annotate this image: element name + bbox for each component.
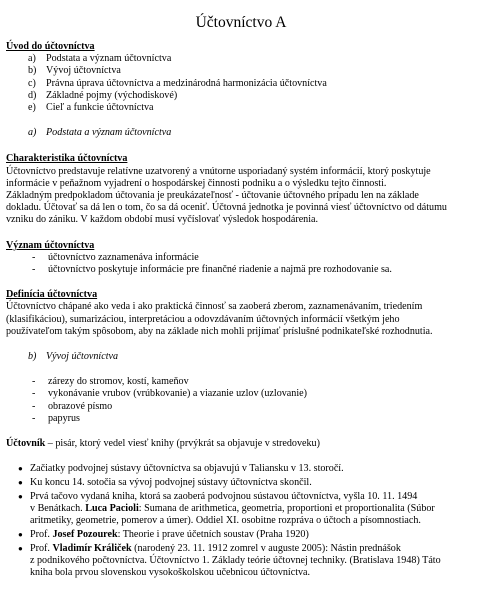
list-item: e) Cieľ a funkcie účtovníctva [28, 102, 154, 114]
list-item: b) Vývoj účtovníctva [28, 65, 121, 77]
list-item: - vykonávanie vrubov (vrúbkovanie) a viazanie uzlov (uzlovanie) [32, 388, 307, 400]
bullet-icon: ● [18, 491, 23, 501]
intro-list [6, 53, 476, 114]
author-name: Luca Pacioli [85, 503, 139, 515]
accountant-definition: Účtovník – pisár, ktorý vedel viesť knihy (prvýkrát sa objavuje v stredoveku) [6, 438, 320, 450]
intro-heading: Úvod do účtovníctva [6, 41, 95, 52]
bullet-icon: ● [18, 543, 23, 553]
definition-heading: Definícia účtovníctva [6, 289, 98, 301]
accountant-term: Účtovník [6, 438, 46, 450]
definition-text: Účtovníctvo chápané ako veda i ako praktická činnosť sa zaoberá zberom, zaznamenávaním, triedením (klasifikáciou), sumarizáciou, interpretáciou a odovzdávaním účtovných informácií všetkým jeho používateľom takým spôsobom, aby na základe nich mohli prijímať príslušné podnikateľské rozhodnutia. [6, 301, 433, 337]
list-item: ● Prvá tačovo vydaná kniha, ktorá sa zaoberá podvojnou sústavou účtovníctva, vyšla 10. 11. 1494 v Benátkach. Luca Pacioli: Sumana de arithmetica, geometria, proportioni et proportionalita (Súbor aritmetiky, geometrie, pomerov a úmer). Oddiel XI. osobitne rozpráva o účtoch a písomnostiach. [18, 490, 435, 527]
significance-list [6, 252, 476, 276]
bullet-icon: ● [18, 530, 23, 540]
list-item: - papyrus [32, 412, 80, 424]
list-item: ● Prof. Josef Pozourek: Theorie i prave účetních soustav (Praha 1920) [18, 529, 309, 541]
list-item: - zárezy do stromov, kostí, kameňov [32, 376, 189, 388]
list-item: - účtovníctvo zaznamenáva informácie [32, 251, 199, 263]
bullet-icon: ● [18, 478, 23, 488]
subsection-b-heading: b) Vývoj účtovníctva [28, 351, 119, 363]
characteristic-text: Účtovníctvo predstavuje relatívne uzatvorený a vnútorne usporiadaný systém informácií, ktorý poskytuje informácie v peňažnom vyjadrení o hospodárskej činnosti podniku a o výsledku tejto činnosti. Základným predpokladom účtovania je preukázateľnosť - účtovanie účtovného prípadu len na základe dokladu. Účtovať sa dá len o tom, čo sa dá oceniť. Účtovná jednotka je povinná viesť účtovníctvo od dátumu vzniku do zániku. V každom období musí vyčíslovať výsledok hospodárenia. [6, 165, 447, 226]
development-list [6, 376, 476, 425]
list-item: d) Základné pojmy (východiskové) [28, 89, 178, 101]
list-item: ● Prof. Vladimír Králiček (narodený 23. 11. 1912 zomrel v auguste 2005): Nástin prednášok z podnikového počtovníctva. Účtovníctvo 1. Základy teórie účtovnej techniky. (Bratislava 1948) Táto kniha bola prvou slovenskou vysokoškolskou učebnicou účtovníctva. [18, 542, 441, 579]
list-item: a) Podstata a význam účtovníctva [28, 53, 172, 65]
list-item: ● Ku koncu 14. sotočia sa vývoj podvojnej sústavy účtovníctva skončil. [18, 477, 312, 489]
significance-heading: Význam účtovníctva [6, 239, 95, 251]
list-item: - obrazové písmo [32, 400, 113, 412]
page-title: Účtovníctvo A [195, 14, 287, 31]
author-name: Josef Pozourek [52, 529, 118, 541]
subsection-a-heading: a) Podstata a význam účtovníctva [28, 127, 172, 139]
characteristic-heading: Charakteristika účtovníctva [6, 153, 128, 165]
author-name: Vladimír Králiček [52, 542, 132, 554]
list-item: c) Právna úprava účtovníctva a medzinárodná harmonizácia účtovníctva [28, 77, 327, 89]
bullet-icon: ● [18, 464, 23, 474]
history-list [6, 463, 476, 579]
list-item: ● Začiatky podvojnej sústavy účtovníctva sa objavujú v Taliansku v 13. storočí. [18, 463, 344, 475]
list-item: - účtovníctvo poskytuje informácie pre finančné riadenie a najmä pre rozhodovanie sa. [32, 264, 392, 276]
